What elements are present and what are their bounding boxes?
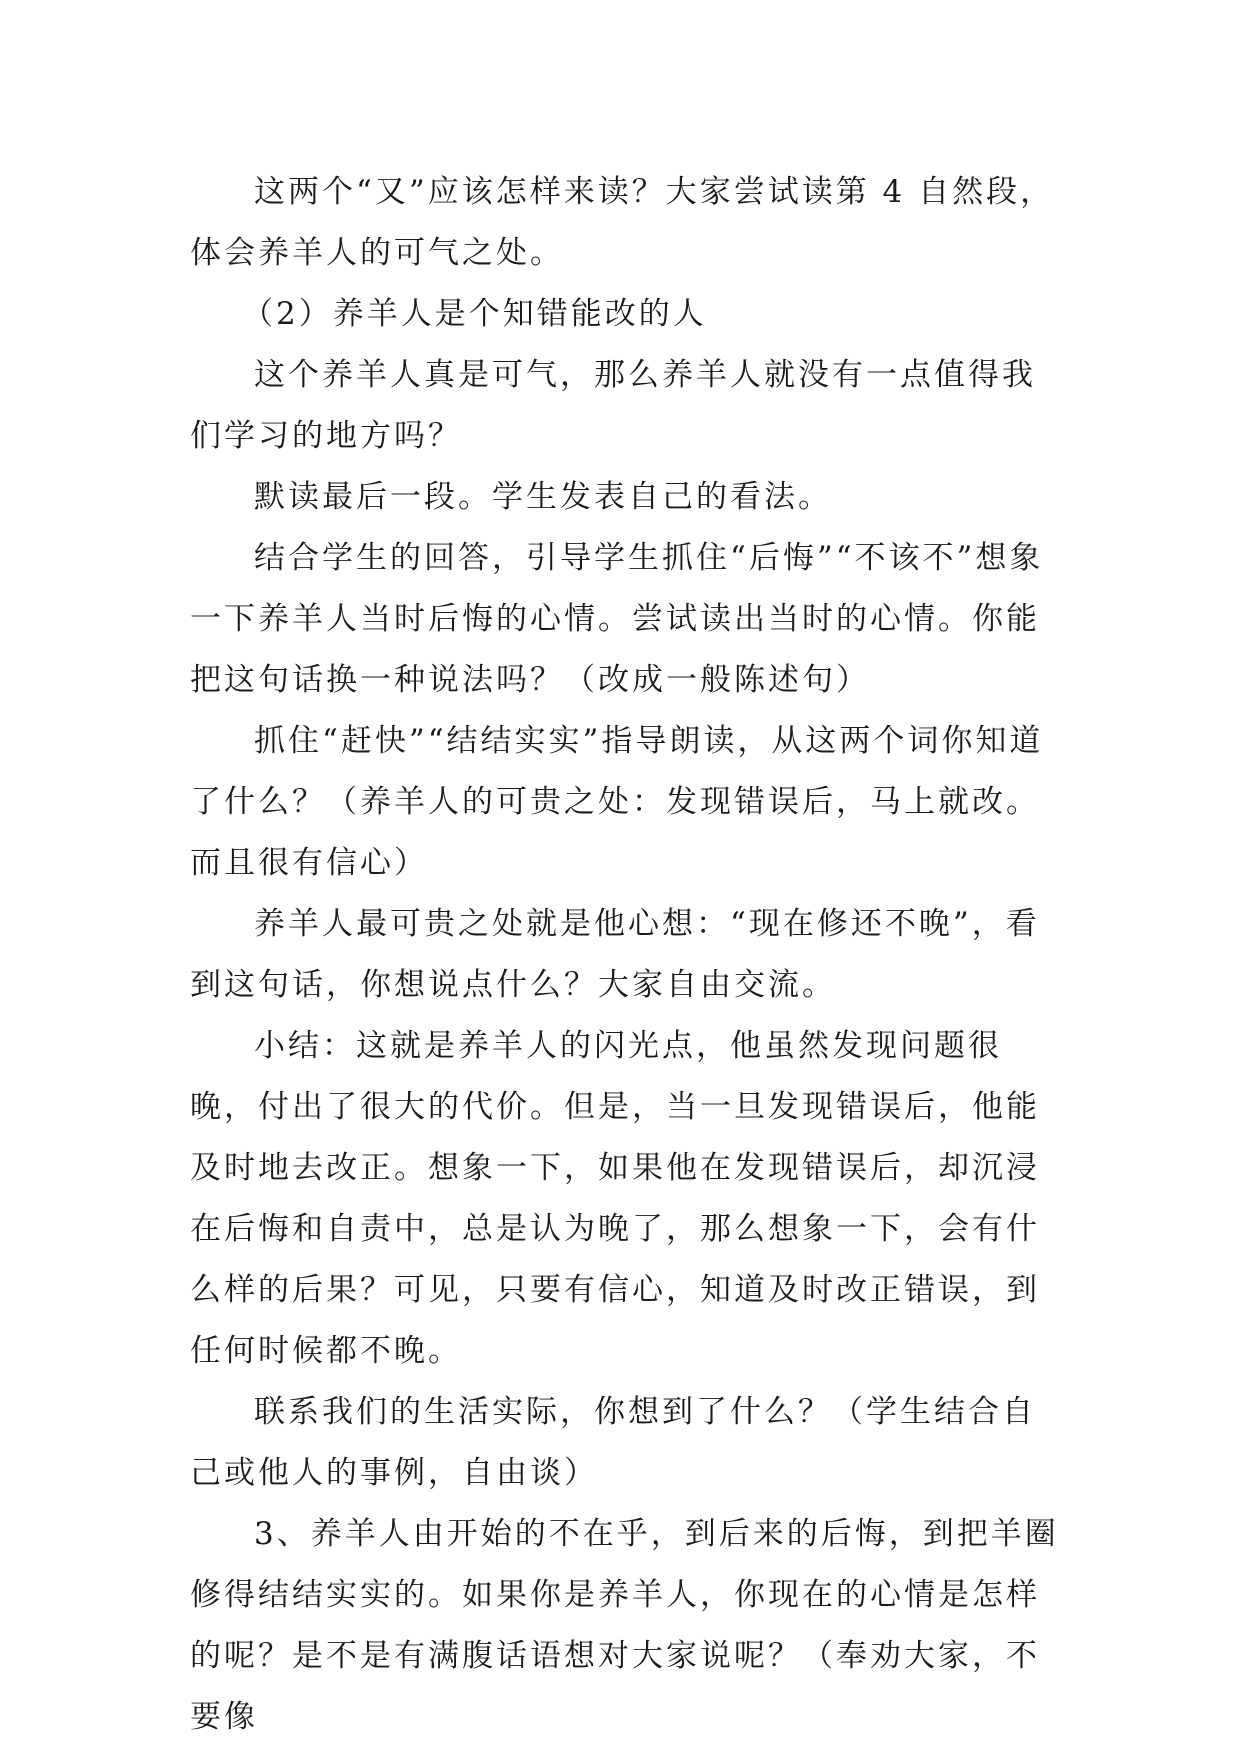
section-subheading: （2）养羊人是个知错能改的人 bbox=[242, 296, 707, 332]
paragraph-life-connection: 联系我们的生活实际，你想到了什么？（学生结合自己或他人的事例，自由谈） bbox=[190, 1394, 1036, 1491]
paragraph-summary: 小结：这就是养羊人的闪光点，他虽然发现问题很晚，付出了很大的代价。但是，当一旦发现错误后，他能及时地去改正。想象一下，如果他在发现错误后，却沉浸在后悔和自责中，总是认为晚了，那么想象一下，会有什么样的后果？可见，只要有信心，知道及时改正错误，到任何时候都不晚。 bbox=[190, 1028, 1040, 1369]
paragraph-reading-guidance: 抓住“赶快”“结结实实”指导朗读，从这两个词你知道了什么？（养羊人的可贵之处：发现错误后，马上就改。而且很有信心） bbox=[190, 723, 1044, 881]
paragraph-not-too-late: 养羊人最可贵之处就是他心想：“现在修还不晚”，看到这句话，你想说点什么？大家自由交流。 bbox=[190, 906, 1040, 1003]
paragraph-silent-reading: 默读最后一段。学生发表自己的看法。 bbox=[254, 479, 832, 515]
document-body bbox=[190, 162, 1060, 1748]
paragraph-step-three: 3、养羊人由开始的不在乎，到后来的后悔，到把羊圈修得结结实实的。如果你是养羊人，你现在的心情是怎样的呢？是不是有满腹话语想对大家说呢？（奉劝大家，不要像 bbox=[190, 1516, 1059, 1735]
paragraph-reading-question: 这两个“又”应该怎样来读？大家尝试读第 4 自然段，体会养羊人的可气之处。 bbox=[190, 174, 1055, 271]
paragraph-learning-question: 这个养羊人真是可气，那么养羊人就没有一点值得我们学习的地方吗？ bbox=[190, 357, 1036, 454]
paragraph-regret-guidance: 结合学生的回答，引导学生抓住“后悔”“不该不”想象一下养羊人当时后悔的心情。尝试读出当时的心情。你能把这句话换一种说法吗？（改成一般陈述句） bbox=[190, 540, 1044, 698]
